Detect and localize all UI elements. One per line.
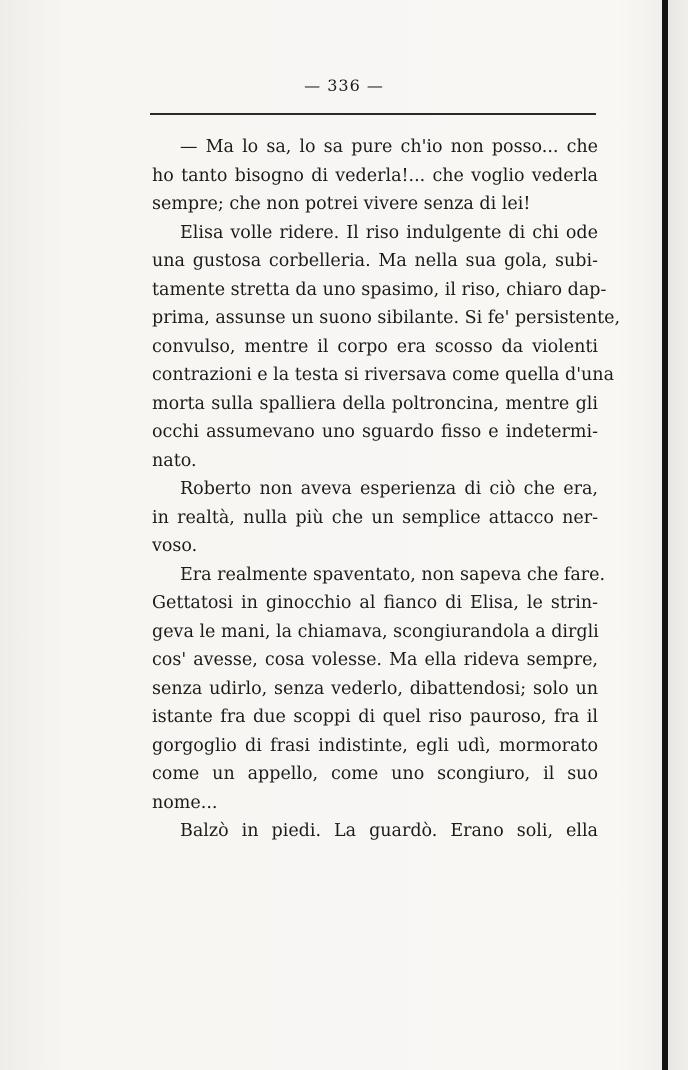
body-text [152,133,621,846]
text-line: gorgoglio di frasi indistinte, egli udì, mormorato [152,735,598,756]
text-line: — Ma lo sa, lo sa pure ch'io non posso... che [180,137,598,157]
text-line: come un appello, come uno scongiuro, il suo [152,764,598,784]
text-line: prima, assunse un suono sibilante. Si fe' persistente, [152,308,621,328]
text-line: convulso, mentre il corpo era scosso da violenti [152,336,598,357]
text-line: geva le mani, la chiamava, scongiurandola a dirgli [152,621,599,642]
text-line: nato. [152,450,197,471]
text-line: tamente stretta da uno spasimo, il riso, chiaro dap- [152,279,607,300]
text-line: cos' avesse, cosa volesse. Ma ella rideva sempre, [152,650,598,670]
text-line: in realtà, nulla più che un semplice attacco ner- [152,507,598,528]
text-line: Balzò in piedi. La guardò. Erano soli, ella [180,821,598,841]
text-line: occhi assumevano uno sguardo fisso e indetermi- [152,422,598,442]
text-line: ho tanto bisogno di vederla!... che voglio vederla [152,165,598,186]
text-line: una gustosa corbelleria. Ma nella sua gola, subi- [152,251,598,271]
text-line: morta sulla spalliera della poltroncina, mentre gli [152,393,598,414]
text-line: istante fra due scoppi di quel riso pauroso, fra il [152,707,598,727]
text-line: contrazioni e la testa si riversava come quella d'una [152,365,614,385]
text-line: Elisa volle ridere. Il riso indulgente di chi ode [180,222,598,243]
text-line: Roberto non aveva esperienza di ciò che era, [180,479,598,499]
text-line: voso. [152,536,198,556]
page-number: — 336 — [304,76,384,95]
text-line: nome... [152,792,218,813]
header-rule [150,113,596,115]
text-line: sempre; che non potrei vivere senza di lei! [152,194,531,214]
text-line: Era realmente spaventato, non sapeva che fare. [180,564,606,585]
text-line: Gettatosi in ginocchio al fianco di Elisa, le strin- [152,593,598,613]
page-margin-shadow [668,0,688,1070]
book-binding-edge [662,0,668,1070]
text-line: senza udirlo, senza vederlo, dibattendosi; solo un [152,678,598,699]
